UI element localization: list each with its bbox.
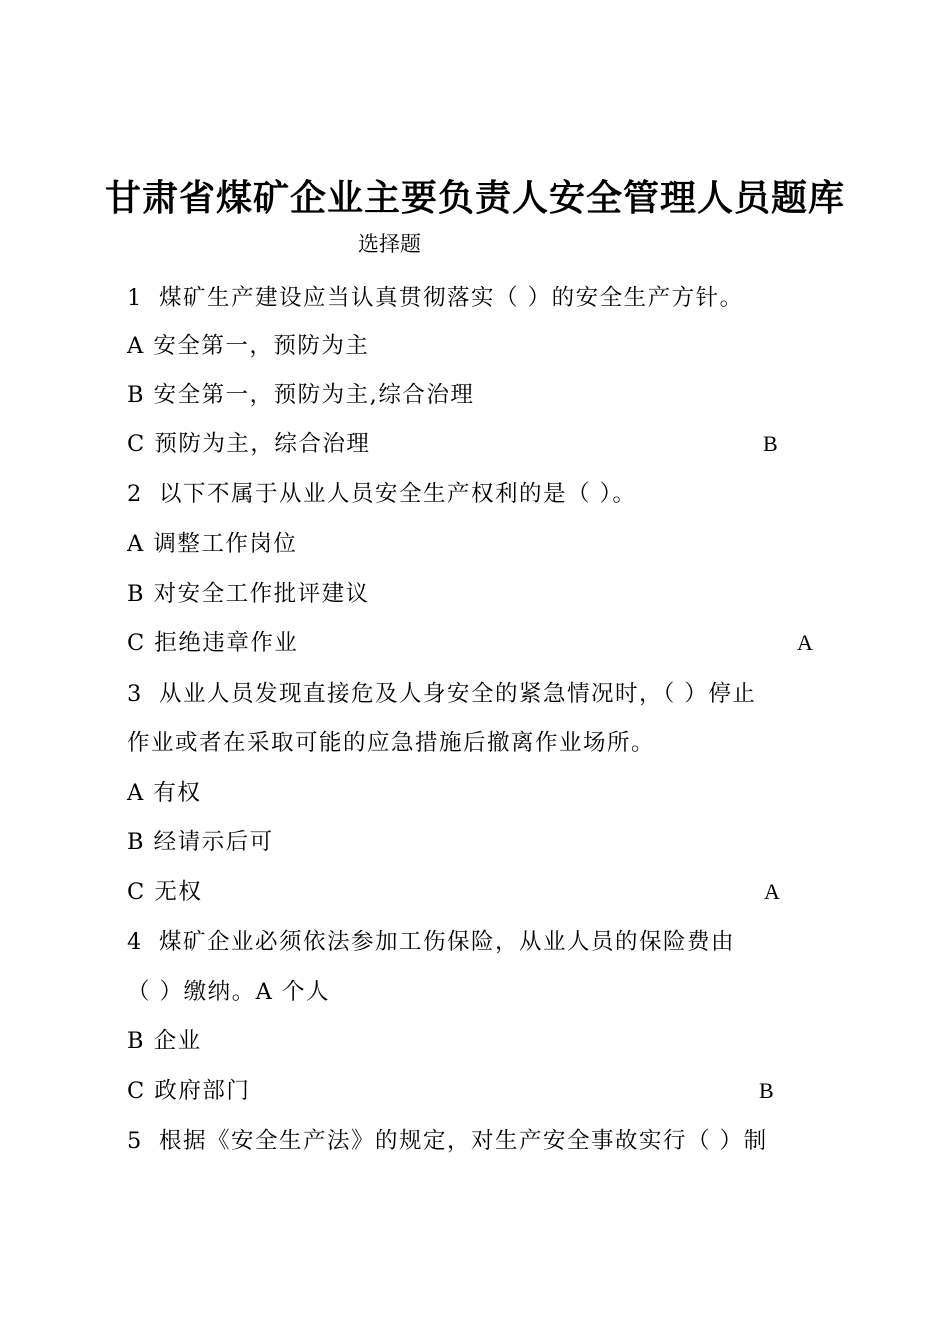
question-text: 煤矿企业必须依法参加工伤保险，从业人员的保险费由 — [159, 929, 736, 955]
question-stem — [127, 926, 735, 958]
answer-key: B — [763, 431, 778, 456]
option-b: B 对安全工作批评建议 — [127, 581, 370, 607]
question-stem — [127, 678, 756, 710]
option-b: B 安全第一，预防为主,综合治理 — [127, 382, 475, 408]
question-number: 4 — [127, 929, 143, 955]
question-stem — [127, 478, 636, 510]
answer-key: A — [797, 630, 813, 655]
document-title: 甘肃省煤矿企业主要负责人安全管理人员题库 — [104, 177, 845, 219]
option-a: A 调整工作岗位 — [127, 531, 298, 557]
option-b: B 企业 — [127, 1028, 202, 1054]
question-text: 根据《安全生产法》的规定，对生产安全事故实行（ ）制 — [159, 1128, 768, 1154]
question-text-continued: （ ）缴纳。A 个人 — [127, 979, 331, 1005]
answer-key: B — [759, 1078, 774, 1103]
option-a: A 有权 — [127, 780, 202, 806]
answer-key: A — [764, 879, 780, 904]
question-number: 1 — [127, 285, 143, 311]
section-heading: 选择题 — [358, 232, 421, 256]
question-text-continued: 作业或者在采取可能的应急措施后撤离作业场所。 — [127, 730, 656, 756]
option-c: C 预防为主，综合治理 — [127, 431, 371, 457]
option-c: C 拒绝违章作业 — [127, 630, 299, 656]
question-stem — [127, 1125, 768, 1157]
question-text: 以下不属于从业人员安全生产权利的是（ ）。 — [159, 481, 637, 507]
question-stem — [127, 282, 744, 314]
question-number: 3 — [127, 681, 143, 707]
option-b: B 经请示后可 — [127, 829, 274, 855]
option-c: C 政府部门 — [127, 1078, 251, 1104]
option-a: A 安全第一，预防为主 — [127, 333, 370, 359]
option-c: C 无权 — [127, 879, 203, 905]
question-number: 2 — [127, 481, 143, 507]
question-text: 从业人员发现直接危及人身安全的紧急情况时，（ ）停止 — [159, 681, 757, 707]
question-number: 5 — [127, 1128, 143, 1154]
question-text: 煤矿生产建设应当认真贯彻落实（ ）的安全生产方针。 — [159, 285, 744, 311]
